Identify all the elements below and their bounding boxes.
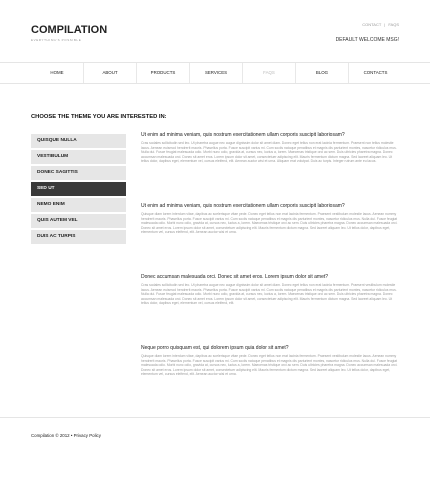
block-body: Cras sodales sollicitudin sed leo. Ut pharetra augue nec augue dignissim dolor sit amet diam. Donec eget tellus non erat lacinia fermentum. Praesent non tellus molestie lacus. Aenean euismod hendrerit mauris. Phasellus porta. Fusce suscipit varius mi. Cum sociis natoque penatibus et magnis dis parturient montes, nascetur ridiculus mus. Nulla dui. Fusce feugiat malesuada odio. Morbi nunc odio, gravida at, cursus nec, luctus a, lorem. Maecenas tristique orci ac sem. Duis ultricies pharetra magna. Donec accumsan malesuada orci. Donec sit amet eros. Lorem ipsum dolor sit amet, consectetuer adipiscing elit. Mauris fermentum dictum magna. Sed laoreet aliquam leo. Ut tellus dolor, dapibus eget, elementum vel, cursus eleifend, elit. Aenean auctor wisi et urna. Aliquam erat volutpat. Duis ac turpis. Integer rutrum ante eu lacus. <box>141 141 397 164</box>
block-title: Neque porro quisquam est, qui dolorem ipsum quia dolor sit amet? <box>141 345 289 351</box>
main-nav <box>0 62 430 84</box>
welcome-message: DEFAULT WELCOME MSG! <box>335 37 399 43</box>
top-link-faqs[interactable]: FAQS <box>388 22 399 27</box>
top-link-separator: | <box>384 22 386 27</box>
block-body: Quisque diam lorem interdum vitae, dapibus ac scelerisque vitae pede. Donec eget tellus non erat lacinia fermentum. Praesent vestibulum molestie lacus. Aenean nummy hendrerit mauris. Phasellus porta. Fusce suscipit varius mi. Cum sociis natoque penatibus et magnis dis parturient montes, nascetur ridiculus mus. Nulla dui. Fusce feugiat malesuada odio. Morbi nunc odio, gravida at, cursus nec, luctus a, lorem. Maecenas tristique orci ac sem. Duis ultricies pharetra magna. Donec accumsan malesuada orci. Donec sit amet eros. Lorem ipsum dolor sit amet, consectetuer adipiscing elit. Mauris fermentum dictum magna. Sed laoreet aliquam leo. Ut tellus dolor, dapibus eget, elementum vel, cursus eleifend, elit. Aenean auctor wisi et urna. <box>141 212 398 235</box>
sidebar-item-nemo-enim[interactable]: NEMO ENIM <box>31 198 126 212</box>
theme-sidebar <box>31 134 126 246</box>
sidebar-item-duis-ac-turpis[interactable]: DUIS AC TURPIS <box>31 230 126 244</box>
top-links <box>362 22 399 27</box>
nav-home[interactable]: HOME <box>31 63 84 83</box>
sidebar-item-donec-sagittis[interactable]: DONEC SAGITTIS <box>31 166 126 180</box>
block-title: Ut enim ad minima veniam, quis nostrum exercitationem ullam corporis suscipit laboriosam? <box>141 203 345 209</box>
footer-copyright[interactable]: Compilation © 2012 • Privacy Policy <box>31 433 101 438</box>
nav-about[interactable]: ABOUT <box>84 63 137 83</box>
site-logo[interactable]: COMPILATION <box>31 24 108 36</box>
nav-services[interactable]: SERVICES <box>190 63 243 83</box>
site-footer <box>0 417 430 484</box>
block-title: Donec accumsan malesuada orci. Donec sit amet eros. Lorem ipsum dolor sit amet? <box>141 274 329 280</box>
sidebar-item-sed-ut[interactable]: SED UT <box>31 182 126 196</box>
sidebar-item-quisque-nulla[interactable]: QUISQUE NULLA <box>31 134 126 148</box>
nav-contacts[interactable]: CONTACTS <box>363 70 388 75</box>
site-tagline: EVERYTHING'S POSSIBLE <box>31 38 82 42</box>
content-area <box>141 132 399 416</box>
block-body: Cras sodales sollicitudin sed leo. Ut pharetra augue nec augue dignissim dolor sit amet diam. Donec eget tellus non erat lacinia fermentum. Praesent vestibulum molestie lacus. Aenean euismod hendrerit mauris. Phasellus porta. Fusce suscipit varius mi. Cum sociis natoque penatibus et magnis dis parturient montes, nascetur ridiculus mus. Nulla dui. Fusce feugiat malesuada odio. Morbi nunc odio, gravida at, cursus nec, luctus a, lorem. Maecenas tristique orci ac sem. Duis ultricies pharetra magna. Donec accumsan malesuada orci. Donec sit amet eros. Lorem ipsum dolor sit amet, consectetuer adipiscing elit. Mauris fermentum dictum magna. Sed laoreet aliquam leo. Ut tellus dolor, dapibus eget, elementum vel, cursus eleifend, elit. <box>141 283 397 306</box>
site-header <box>0 0 430 56</box>
content-block <box>141 345 399 408</box>
sidebar-item-vestibulum[interactable]: VESTIBULUM <box>31 150 126 164</box>
sidebar-item-quis-autem-vel[interactable]: QUIS AUTEM VEL <box>31 214 126 228</box>
content-block <box>141 203 399 266</box>
content-block <box>141 132 399 195</box>
block-title: Ut enim ad minima veniam, quis nostrum exercitationem ullam corporis suscipit laboriosam? <box>141 132 345 138</box>
nav-products[interactable]: PRODUCTS <box>137 63 190 83</box>
nav-faqs[interactable]: FAQS <box>243 63 296 83</box>
content-block <box>141 274 399 337</box>
top-link-contact[interactable]: CONTACT <box>362 22 382 27</box>
nav-blog[interactable]: BLOG <box>296 63 349 83</box>
block-body: Quisque diam lorem interdum vitae, dapibus ac scelerisque vitae pede. Donec eget tellus non erat lacinia fermentum. Praesent vestibulum molestie lacus. Aenean nummy hendrerit mauris. Phasellus porta. Fusce suscipit varius mi. Cum sociis natoque penatibus et magnis dis parturient montes, nascetur ridiculus mus. Nulla dui. Fusce feugiat malesuada odio. Morbi nunc odio, gravida at, cursus nec, luctus a, lorem. Maecenas tristique orci ac sem. Duis ultricies pharetra magna. Donec accumsan malesuada orci. Donec sit amet eros. Lorem ipsum dolor sit amet, consectetuer adipiscing elit. Mauris fermentum dictum magna. Sed laoreet aliquam leo. Ut tellus dolor, dapibus eget, elementum vel, cursus eleifend, elit. Aenean auctor wisi et urna. <box>141 354 398 377</box>
section-title: CHOOSE THE THEME YOU ARE INTERESTED IN: <box>31 114 167 120</box>
